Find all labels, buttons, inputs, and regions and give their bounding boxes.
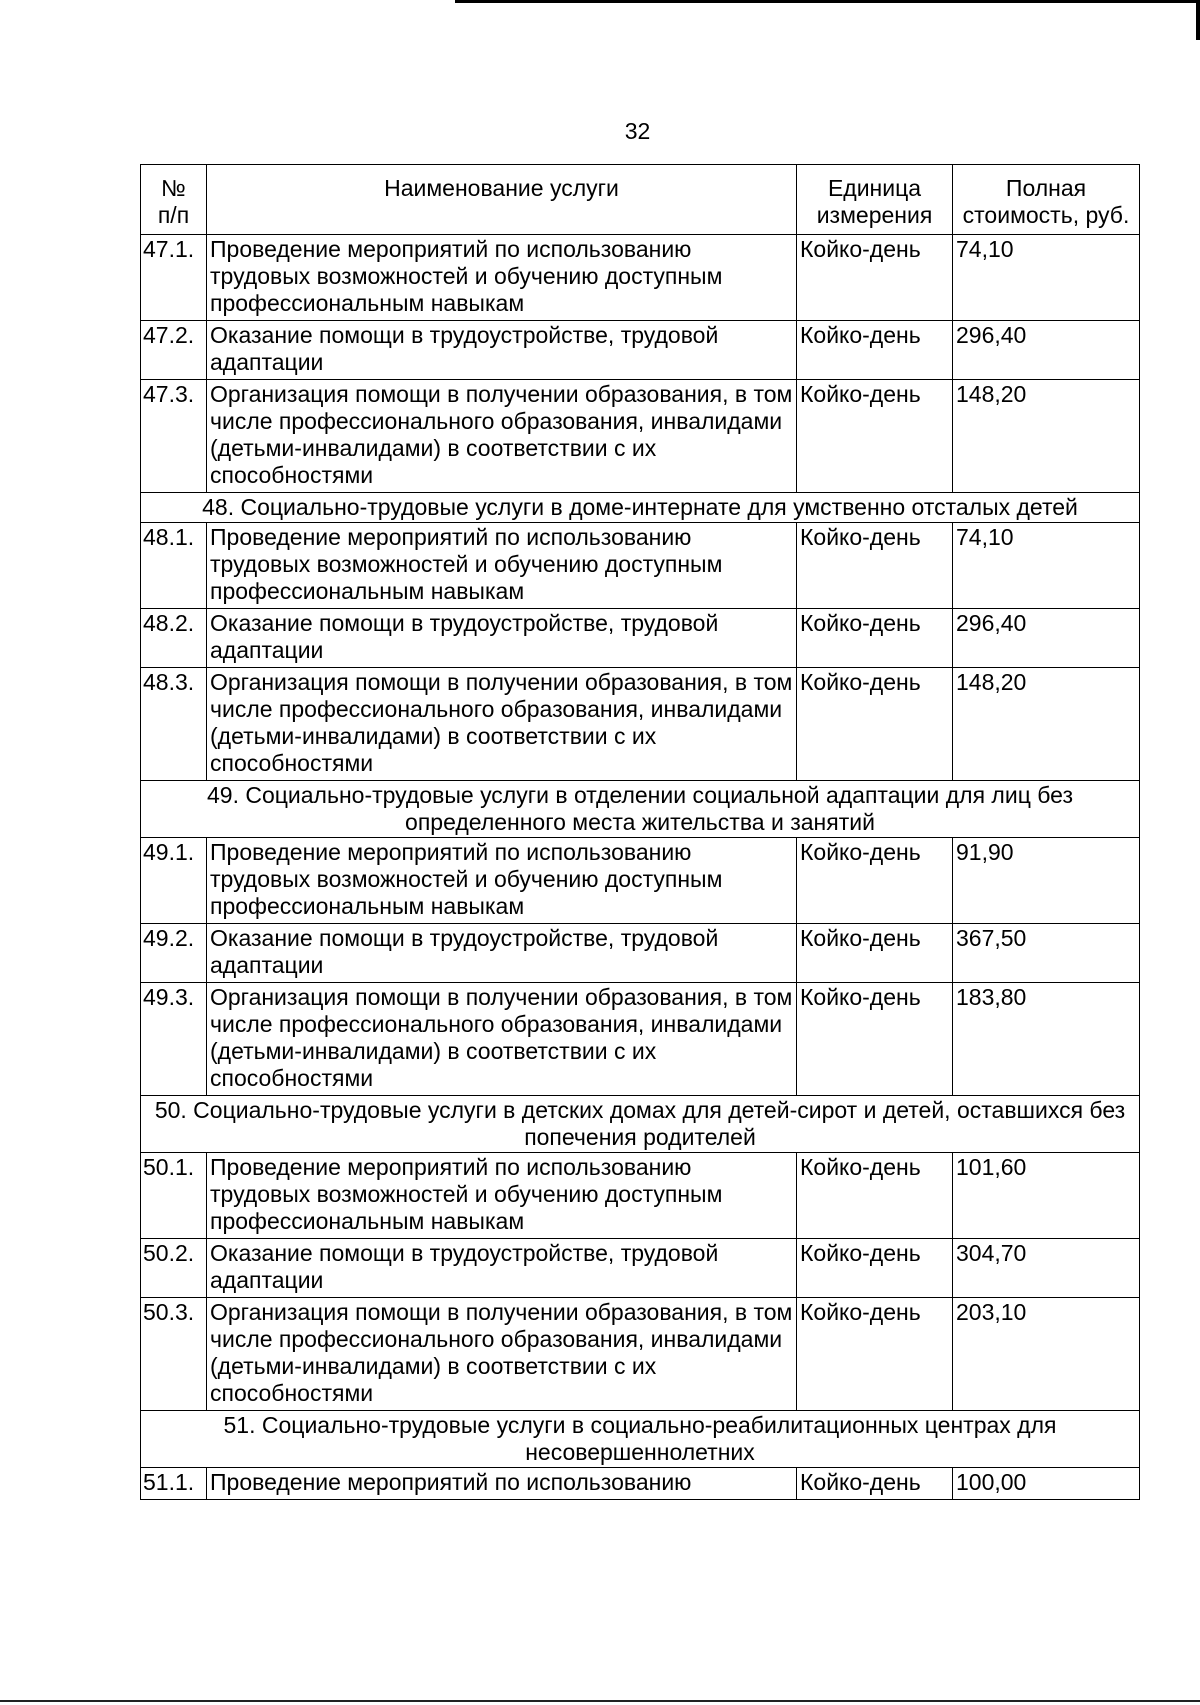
cell-price: 304,70 bbox=[953, 1239, 1140, 1298]
cell-unit: Койко-день bbox=[797, 1298, 953, 1411]
section-title: 50. Социально-трудовые услуги в детских домах для детей-сирот и детей, оставшихся без попечения родителей bbox=[141, 1096, 1140, 1153]
cell-unit: Койко-день bbox=[797, 668, 953, 781]
cell-num: 47.1. bbox=[141, 235, 207, 321]
table-row bbox=[141, 1468, 1140, 1500]
header-unit-line: измерения bbox=[816, 202, 933, 228]
table-row bbox=[141, 838, 1140, 924]
table-row bbox=[141, 983, 1140, 1096]
cell-price: 148,20 bbox=[953, 380, 1140, 493]
section-row bbox=[141, 1411, 1140, 1468]
cell-num: 48.3. bbox=[141, 668, 207, 781]
cell-num: 48.2. bbox=[141, 609, 207, 668]
cell-unit: Койко-день bbox=[797, 235, 953, 321]
table-row bbox=[141, 235, 1140, 321]
header-num-line: п/п bbox=[157, 202, 190, 228]
table-row bbox=[141, 523, 1140, 609]
cell-service-name: Оказание помощи в трудоустройстве, трудовой адаптации bbox=[207, 321, 797, 380]
cell-unit: Койко-день bbox=[797, 523, 953, 609]
section-title: 49. Социально-трудовые услуги в отделении социальной адаптации для лиц без определенного места жительства и занятий bbox=[141, 781, 1140, 838]
cell-service-name: Организация помощи в получении образования, в том числе профессионального образования, инвалидами (детьми-инвалидами) в соответствии с их способностями bbox=[207, 668, 797, 781]
header-price-line: стоимость, руб. bbox=[962, 202, 1130, 228]
table-row bbox=[141, 668, 1140, 781]
cell-price: 203,10 bbox=[953, 1298, 1140, 1411]
table-row bbox=[141, 1298, 1140, 1411]
cell-num: 50.1. bbox=[141, 1153, 207, 1239]
cell-num: 49.3. bbox=[141, 983, 207, 1096]
cell-num: 50.2. bbox=[141, 1239, 207, 1298]
cell-price: 367,50 bbox=[953, 924, 1140, 983]
cell-num: 49.2. bbox=[141, 924, 207, 983]
cell-unit: Койко-день bbox=[797, 380, 953, 493]
table-body bbox=[141, 235, 1140, 1500]
cell-service-name: Оказание помощи в трудоустройстве, трудовой адаптации bbox=[207, 1239, 797, 1298]
cell-price: 296,40 bbox=[953, 321, 1140, 380]
header-num-line: № bbox=[161, 175, 186, 201]
cell-price: 183,80 bbox=[953, 983, 1140, 1096]
cell-price: 296,40 bbox=[953, 609, 1140, 668]
cell-unit: Койко-день bbox=[797, 924, 953, 983]
header-num bbox=[141, 165, 207, 235]
cell-service-name: Проведение мероприятий по использованию трудовых возможностей и обучению доступным профессиональным навыкам bbox=[207, 838, 797, 924]
section-row bbox=[141, 493, 1140, 523]
header-price-line: Полная bbox=[1005, 175, 1087, 201]
cell-num: 48.1. bbox=[141, 523, 207, 609]
page-number: 32 bbox=[624, 118, 651, 144]
header-price bbox=[953, 165, 1140, 235]
cell-unit: Койко-день bbox=[797, 1468, 953, 1500]
cell-price: 91,90 bbox=[953, 838, 1140, 924]
table-row bbox=[141, 1153, 1140, 1239]
cell-service-name: Проведение мероприятий по использованию bbox=[207, 1468, 797, 1500]
section-title: 51. Социально-трудовые услуги в социально-реабилитационных центрах для несовершеннолетних bbox=[141, 1411, 1140, 1468]
cell-service-name: Оказание помощи в трудоустройстве, трудовой адаптации bbox=[207, 924, 797, 983]
section-row bbox=[141, 1096, 1140, 1153]
scan-edge-right bbox=[1196, 0, 1200, 40]
scan-edge-bottom bbox=[0, 1700, 1200, 1702]
table-row bbox=[141, 1239, 1140, 1298]
cell-unit: Койко-день bbox=[797, 609, 953, 668]
cell-service-name: Проведение мероприятий по использованию трудовых возможностей и обучению доступным профессиональным навыкам bbox=[207, 1153, 797, 1239]
header-name: Наименование услуги bbox=[207, 165, 797, 235]
table-row bbox=[141, 321, 1140, 380]
header-unit-line: Единица bbox=[827, 175, 922, 201]
cell-service-name: Организация помощи в получении образования, в том числе профессионального образования, инвалидами (детьми-инвалидами) в соответствии с их способностями bbox=[207, 1298, 797, 1411]
cell-unit: Койко-день bbox=[797, 321, 953, 380]
services-price-table bbox=[140, 164, 1140, 1500]
cell-num: 47.2. bbox=[141, 321, 207, 380]
cell-price: 74,10 bbox=[953, 235, 1140, 321]
cell-num: 51.1. bbox=[141, 1468, 207, 1500]
cell-service-name: Организация помощи в получении образования, в том числе профессионального образования, инвалидами (детьми-инвалидами) в соответствии с их способностями bbox=[207, 380, 797, 493]
cell-price: 74,10 bbox=[953, 523, 1140, 609]
table-header-row bbox=[141, 165, 1140, 235]
cell-unit: Койко-день bbox=[797, 838, 953, 924]
cell-service-name: Проведение мероприятий по использованию трудовых возможностей и обучению доступным профессиональным навыкам bbox=[207, 523, 797, 609]
cell-unit: Койко-день bbox=[797, 1153, 953, 1239]
table-row bbox=[141, 380, 1140, 493]
section-title: 48. Социально-трудовые услуги в доме-интернате для умственно отсталых детей bbox=[141, 493, 1140, 523]
cell-price: 100,00 bbox=[953, 1468, 1140, 1500]
section-row bbox=[141, 781, 1140, 838]
cell-unit: Койко-день bbox=[797, 983, 953, 1096]
scan-edge-top bbox=[455, 0, 1200, 3]
cell-price: 148,20 bbox=[953, 668, 1140, 781]
cell-num: 50.3. bbox=[141, 1298, 207, 1411]
cell-service-name: Проведение мероприятий по использованию трудовых возможностей и обучению доступным профессиональным навыкам bbox=[207, 235, 797, 321]
header-unit bbox=[797, 165, 953, 235]
table-row bbox=[141, 924, 1140, 983]
cell-service-name: Оказание помощи в трудоустройстве, трудовой адаптации bbox=[207, 609, 797, 668]
table-row bbox=[141, 609, 1140, 668]
cell-unit: Койко-день bbox=[797, 1239, 953, 1298]
cell-num: 47.3. bbox=[141, 380, 207, 493]
cell-price: 101,60 bbox=[953, 1153, 1140, 1239]
cell-num: 49.1. bbox=[141, 838, 207, 924]
cell-service-name: Организация помощи в получении образования, в том числе профессионального образования, инвалидами (детьми-инвалидами) в соответствии с их способностями bbox=[207, 983, 797, 1096]
